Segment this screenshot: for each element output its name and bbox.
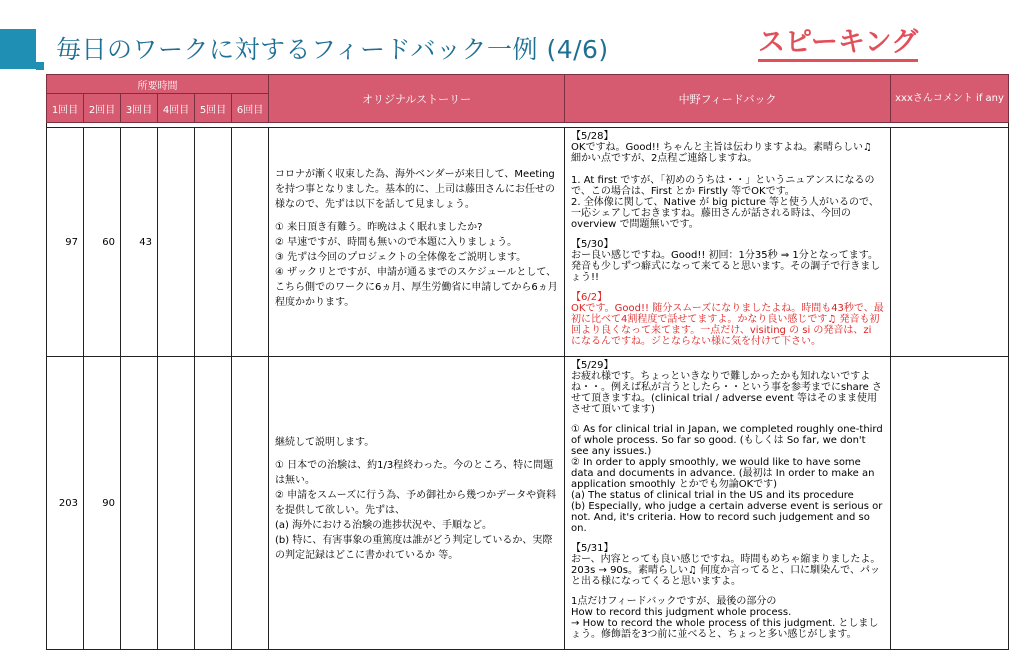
- feedback-cell: [565, 128, 891, 357]
- feedback-entry: 【5/30】 おー良い感じですね。Good!! 初回：1分35秒 ⇒ 1分となってます。発音も少しずつ癖式になって来てると思います。その調子で行きましょう!!: [571, 239, 881, 283]
- accent-bar: [0, 29, 36, 69]
- story-paragraph: ① 来日頂き有難う。昨晩はよく眠れましたか? ② 早速ですが、時間も無いので本題に入りましょう。 ③ 先ずは今回のプロジェクトの全体像をご説明します。 ④ ザックリとですが、申請が通るまでのスケジュールとして、こちら側でのワークに6ヵ月、厚生労働省に申請してから6ヵ月程度かかります。: [275, 221, 558, 308]
- feedback-entry: ① As for clinical trial in Japan, we completed roughly one-third of whole process. So far so good. (もしくは So far, we don't see any issues.) ② In order to apply smoothly, we would like to have some data and documents in advance. (最初は In order to make an application smoothly とかでも勿論OKです) (a) The status of clinical trial in the US and its procedure (b) Especially, who judge a certain adverse event is serious or not. And, it's criteria. How to record such judgement and so on.: [571, 424, 883, 534]
- time-group-header: 所要時間: [47, 75, 269, 94]
- comment-cell: [891, 128, 1009, 357]
- comment-cell: [891, 357, 1009, 650]
- comment-header: xxxさんコメント if any: [891, 75, 1009, 123]
- feedback-entry: 【5/31】 おー、内容とっても良い感じですね。時間もめちゃ縮まりましたよ。203s → 90s。素晴らしい♫ 何度か言ってると、口に馴染んで、パッと出る様になってくると思いますよ。: [571, 543, 881, 587]
- time-cell: [121, 357, 158, 650]
- story-paragraph: 継続して説明します。: [275, 437, 375, 448]
- feedback-entry-highlight: 【6/2】 OKです。Good!! 随分スムーズになりましたよね。時間も43秒で、最初に比べて4割程度で話せてますよ。かなり良い感じです♫ 発音も初回より良くなって来てます。一点だけ、visiting の si の発音は、zi になるんですね。ジとならない様に気を付けて下さい。: [571, 292, 884, 347]
- table-row: [47, 128, 1009, 357]
- time-col-4: 4回目: [158, 94, 195, 123]
- time-cell: [195, 128, 232, 357]
- feedback-cell: [565, 357, 891, 650]
- time-cell: 97: [47, 128, 84, 357]
- feedback-entry: 【5/29】 お疲れ様です。ちょっといきなりで難しかったかも知れないですよね・・。例えば私が言うとしたら・・という事を参考までにshare させて頂きますね。(clinical trial / adverse event 等はそのまま使用させて頂いてます): [571, 360, 882, 415]
- original-story-cell: [269, 357, 565, 650]
- time-cell: 60: [84, 128, 121, 357]
- time-cell: [195, 357, 232, 650]
- original-story-header: オリジナルストーリー: [269, 75, 565, 123]
- time-cell: [232, 357, 269, 650]
- time-col-2: 2回目: [84, 94, 121, 123]
- feedback-entry: 1点だけフィードバックですが、最後の部分の How to record this judgment whole process. → How to record the whole process of this judgment. としましょう。修飾語を3つ前に並べると、ちょっと多い感じがします。: [571, 596, 879, 640]
- time-cell: 203: [47, 357, 84, 650]
- time-col-1: 1回目: [47, 94, 84, 123]
- story-paragraph: コロナが漸く収束した為、海外ベンダーが来日して、Meetingを持つ事となりました。基本的に、上司は藤田さんにお任せの様なので、先ずは以下を話して見ましょう。: [275, 168, 556, 210]
- time-col-6: 6回目: [232, 94, 269, 123]
- time-cell: [158, 128, 195, 357]
- time-col-3: 3回目: [121, 94, 158, 123]
- time-cell: 90: [84, 357, 121, 650]
- original-story-cell: [269, 128, 565, 357]
- page-title: 毎日のワークに対するフィードバック一例 (4/6): [56, 35, 609, 64]
- table-row: [47, 357, 1009, 650]
- time-cell: 43: [121, 128, 158, 357]
- feedback-table: [46, 74, 1009, 650]
- story-paragraph: ① 日本での治験は、約1/3程終わった。今のところ、特に問題は無い。 ② 申請をスムーズに行う為、予め御社から幾つかデータや資料を提供して欲しい。先ずは、 (a) 海外における治験の進捗状況や、手順など。 (b) 特に、有害事象の重篤度は誰がどう判定しているか、実際の判定記録はどこに書かれているか 等。: [275, 460, 557, 561]
- time-cell: [232, 128, 269, 357]
- feedback-entry: 【5/28】 OKですね。Good!! ちゃんと主旨は伝わりますよね。素晴らしい♫ 細かい点ですが、2点程ご連絡しますね。 1. At first ですが、「初めのうちは・・」というニュアンスになるので、この場合は、First とか Firstly 等でOKです。 2. 全体像に関して、Native が big picture 等と使う人がいるので、一応シェアしておきますね。藤田さんが話される時は、今回の overview で問題無いです。: [571, 131, 879, 230]
- category-tag: スピーキング: [758, 27, 918, 62]
- time-col-5: 5回目: [195, 94, 232, 123]
- feedback-header: 中野フィードバック: [565, 75, 891, 123]
- accent-bar-tail: [36, 62, 44, 70]
- time-cell: [158, 357, 195, 650]
